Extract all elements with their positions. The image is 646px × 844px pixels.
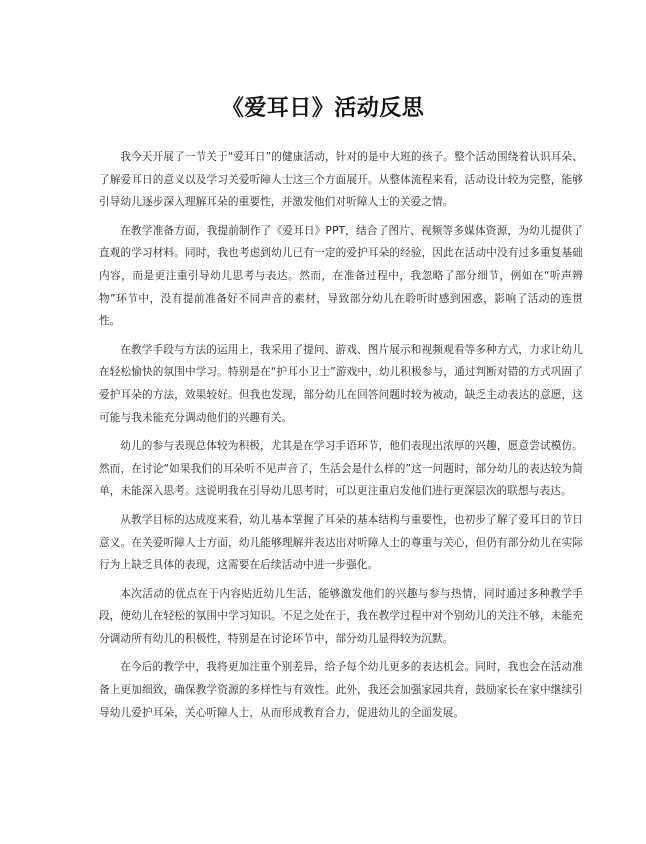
paragraph-3: 在教学手段与方法的运用上，我采用了提问、游戏、图片展示和视频观看等多种方式，力求让幼儿在轻松愉快的氛围中学习。特别是在“护耳小卫士”游戏中，幼儿积极参与，通过判断对错的方式巩固了爱护耳朵的方法，效果较好。但我也发现，部分幼儿在回答问题时较为被动，缺乏主动表达的意愿，这可能与我未能充分调动他们的兴趣有关。 [99,343,583,424]
paragraph-7: 在今后的教学中，我将更加注重个别差异，给予每个幼儿更多的表达机会。同时，我也会在活动准备上更加细致，确保教学资源的多样性与有效性。此外，我还会加强家园共育，鼓励家长在家中继续引导幼儿爱护耳朵，关心听障人士，从而形成教育合力，促进幼儿的全面发展。 [99,661,583,719]
document-body [99,146,583,730]
paragraph-4: 幼儿的参与表现总体较为积极，尤其是在学习手语环节，他们表现出浓厚的兴趣，愿意尝试模仿。然而，在讨论“如果我们的耳朵听不见声音了，生活会是什么样的”这一问题时，部分幼儿的表达较为简单，未能深入思考。这说明我在引导幼儿思考时，可以更注重启发他们进行更深层次的联想与表达。 [99,440,583,498]
paragraph-1: 我今天开展了一节关于“爱耳日”的健康活动，针对的是中大班的孩子。整个活动围绕着认识耳朵、了解爱耳日的意义以及学习关爱听障人士这三个方面展开。从整体流程来看，活动设计较为完整，能够引导幼儿逐步深入理解耳朵的重要性，并激发他们对听障人士的关爱之情。 [99,151,583,209]
paragraph-5: 从教学目标的达成度来看，幼儿基本掌握了耳朵的基本结构与重要性，也初步了解了爱耳日的节日意义。在关爱听障人士方面，幼儿能够理解并表达出对听障人士的尊重与关心，但仍有部分幼儿在实际行为上缺乏具体的表现，这需要在后续活动中进一步强化。 [99,513,583,572]
paragraph-2: 在教学准备方面，我提前制作了《爱耳日》PPT，结合了图片、视频等多媒体资源，为幼儿提供了直观的学习材料。同时，我也考虑到幼儿已有一定的爱护耳朵的经验，因此在活动中没有过多重复基础内容，而是更注重引导幼儿思考与表达。然而，在准备过程中，我忽略了部分细节，例如在“听声辨物”环节中，没有提前准备好不同声音的素材，导致部分幼儿在聆听时感到困惑，影响了活动的连贯性。 [99,224,583,328]
paragraph-6: 本次活动的优点在于内容贴近幼儿生活，能够激发他们的兴趣与参与热情，同时通过多种教学手段，使幼儿在轻松的氛围中学习知识。不足之处在于，我在教学过程中对个别幼儿的关注不够，未能充分调动所有幼儿的积极性，特别是在讨论环节中，部分幼儿显得较为沉默。 [99,587,583,645]
document-title: 《爱耳日》活动反思 [221,94,425,121]
